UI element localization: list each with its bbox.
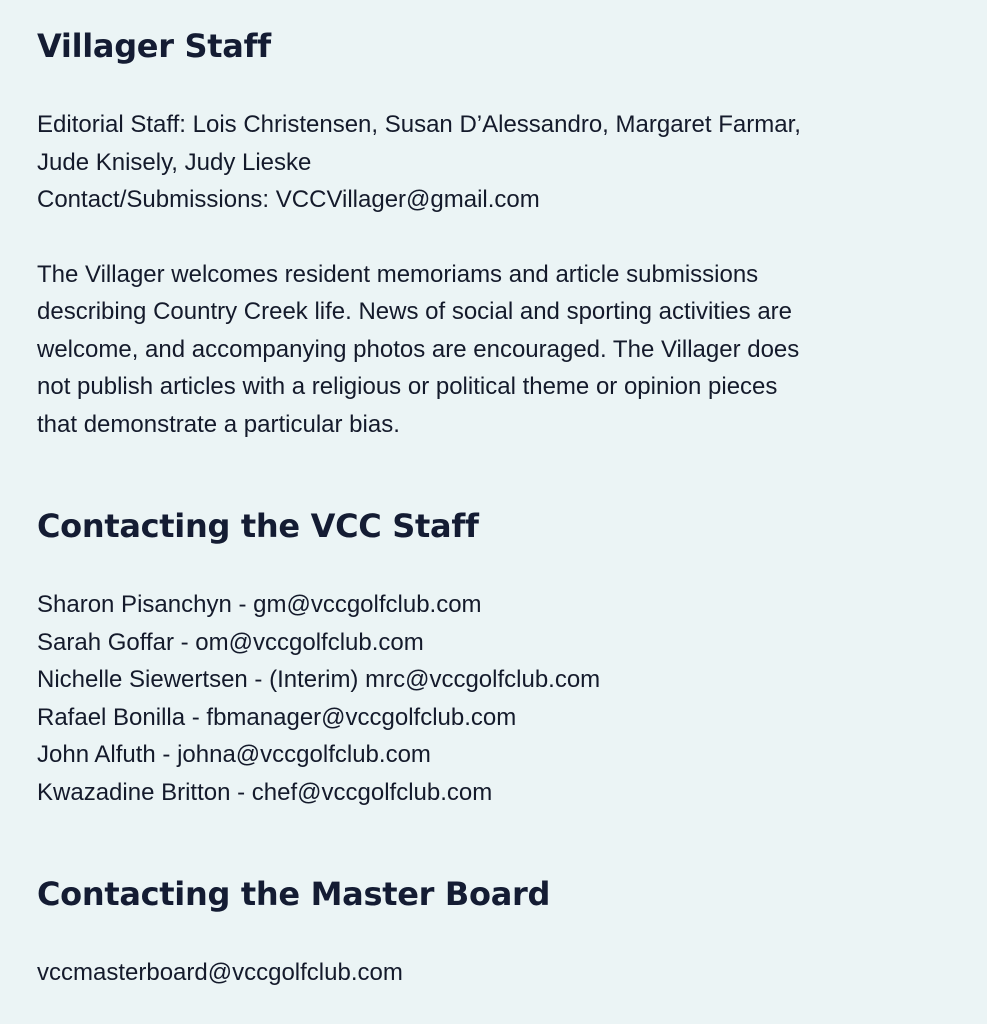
staff-contact-item: John Alfuth - johna@vccgolfclub.com	[37, 741, 431, 768]
vcc-staff-contact-list	[37, 586, 950, 811]
editorial-staff-line-2: Jude Knisely, Judy Lieske	[37, 148, 312, 176]
editorial-staff-line-1: Editorial Staff: Lois Christensen, Susan D’Alessandro, Margaret Farmar,	[37, 111, 801, 138]
policy-line: The Villager welcomes resident memoriams and article submissions	[37, 260, 759, 288]
villager-staff-heading: Villager Staff	[37, 27, 271, 65]
policy-line: describing Country Creek life. News of social and sporting activities are	[37, 298, 793, 325]
policy-line: welcome, and accompanying photos are encouraged. The Villager does	[37, 335, 800, 363]
master-board-email: vccmasterboard@vccgolfclub.com	[37, 959, 403, 986]
staff-contact-item: Kwazadine Britton - chef@vccgolfclub.com	[37, 778, 493, 806]
editorial-staff-block	[37, 106, 950, 219]
staff-contact-item: Sarah Goffar - om@vccgolfclub.com	[37, 628, 424, 656]
submission-policy-paragraph	[37, 256, 950, 444]
vcc-staff-heading: Contacting the VCC Staff	[37, 507, 479, 545]
staff-contact-item: Rafael Bonilla - fbmanager@vccgolfclub.com	[37, 703, 517, 731]
master-board-section	[37, 868, 950, 992]
policy-line: not publish articles with a religious or political theme or opinion pieces	[37, 373, 778, 400]
villager-staff-section	[37, 20, 950, 443]
staff-contact-item: Nichelle Siewertsen - (Interim) mrc@vccgolfclub.com	[37, 666, 601, 693]
vcc-staff-section	[37, 500, 950, 811]
master-board-heading: Contacting the Master Board	[37, 875, 551, 913]
policy-line: that demonstrate a particular bias.	[37, 410, 400, 438]
contact-submissions-line: Contact/Submissions: VCCVillager@gmail.com	[37, 186, 540, 213]
staff-contact-item: Sharon Pisanchyn - gm@vccgolfclub.com	[37, 591, 482, 618]
master-board-contact	[37, 954, 950, 992]
